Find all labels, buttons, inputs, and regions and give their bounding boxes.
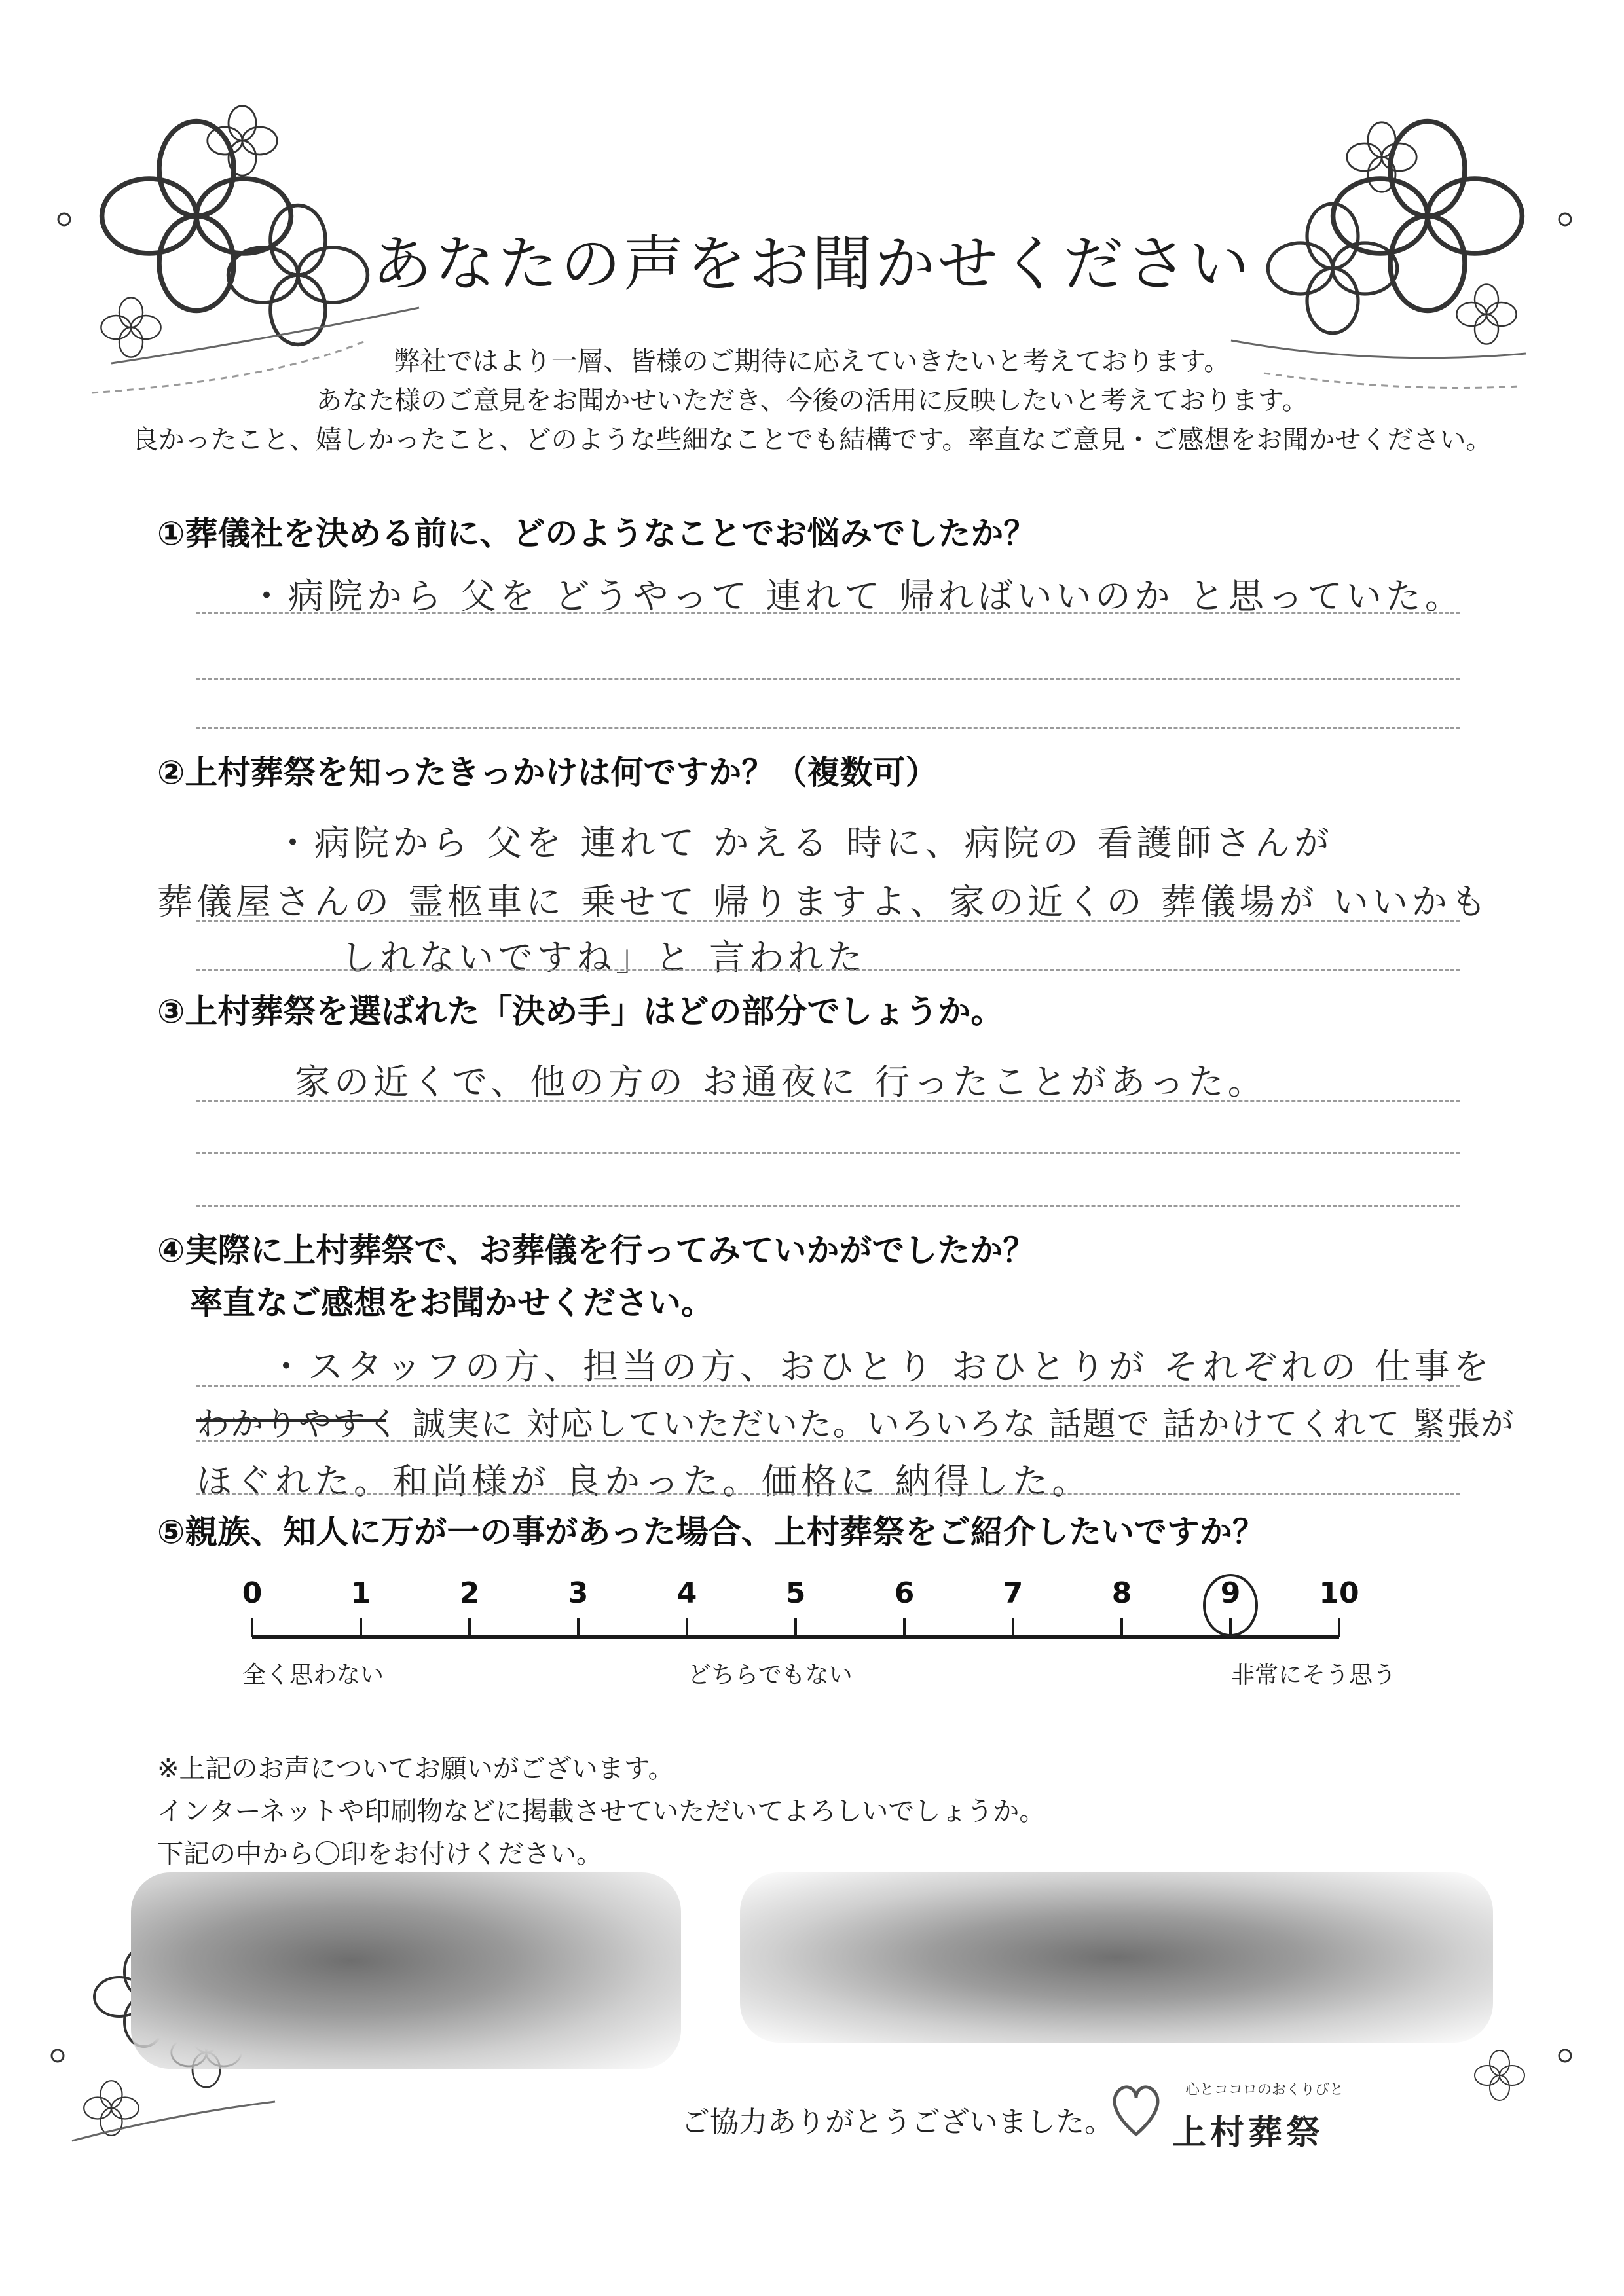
strikethrough-mark	[196, 1419, 386, 1422]
logo-name: 上村葬祭	[1172, 2113, 1325, 2153]
scale-tick-label-8: 8	[1111, 1576, 1132, 1610]
redacted-area-right	[740, 1872, 1493, 2043]
question-5-label: ⑤親族、知人に万が一の事があった場合、上村葬祭をご紹介したいですか？	[157, 1513, 1265, 1551]
question-4-answer-line-2: わかりやすく 誠実に 対応していただいた。いろいろな 話題で 話かけてくれて 緊張が	[196, 1405, 1515, 1443]
scale-tick-mark	[903, 1618, 906, 1637]
notice-line-3: 下記の中から〇印をお付けください。	[157, 1839, 602, 1869]
scale-tick-label-6: 6	[894, 1576, 915, 1610]
question-4-answer-line-1: ・スタッフの方、担当の方、おひとり おひとりが それぞれの 仕事を	[268, 1346, 1493, 1387]
logo-tagline: 心とココロのおくりびと	[1185, 2082, 1344, 2098]
question-4-label: ④実際に上村葬祭で、お葬儀を行ってみていかがでしたか？	[157, 1231, 1036, 1269]
question-2-label: ②上村葬祭を知ったきっかけは何ですか？（複数可）	[157, 754, 938, 792]
answer-rule	[196, 678, 1460, 680]
answer-rule	[196, 969, 1460, 971]
scale-tick-label-5: 5	[785, 1576, 806, 1610]
thanks-message: ご協力ありがとうございました。	[681, 2105, 1113, 2139]
selected-rating-circle	[1194, 1571, 1266, 1643]
question-3-answer-line-1: 家の近くで、他の方の お通夜に 行ったことがあった。	[295, 1061, 1267, 1102]
answer-rule	[196, 1493, 1460, 1495]
scale-tick-label-4: 4	[676, 1576, 697, 1610]
answer-rule	[196, 1100, 1460, 1102]
question-4-sublabel: 率直なご感想をお聞かせください。	[190, 1284, 714, 1322]
scale-tick-mark	[1012, 1618, 1014, 1637]
scale-tick-mark	[1338, 1618, 1340, 1637]
scale-tick-label-7: 7	[1003, 1576, 1024, 1610]
scale-tick-mark	[251, 1618, 253, 1637]
answer-rule	[196, 612, 1460, 614]
scale-tick-mark	[686, 1618, 688, 1637]
answer-rule	[196, 1205, 1460, 1207]
answer-rule	[196, 727, 1460, 729]
scale-tick-label-10: 10	[1319, 1576, 1359, 1610]
scale-tick-label-2: 2	[459, 1576, 480, 1610]
scale-tick-label-3: 3	[568, 1576, 589, 1610]
scale-max-label: 非常にそう思う	[1231, 1662, 1397, 1688]
heart-logo-icon	[1107, 2075, 1166, 2141]
scale-tick-label-9: 9	[1220, 1576, 1241, 1610]
answer-rule	[196, 920, 1460, 922]
question-1-answer-line-1: ・病院から 父を どうやって 連れて 帰ればいいのか と思っていた。	[249, 575, 1464, 617]
answer-rule	[196, 1385, 1460, 1387]
intro-line-1: 弊社ではより一層、皆様のご期待に応えていきたいと考えております。	[394, 346, 1230, 376]
question-1-label: ①葬儀社を決める前に、どのようなことでお悩みでしたか？	[157, 515, 1037, 553]
intro-line-3: 良かったこと、嬉しかったこと、どのような些細なことでも結構です。率直なご意見・ご感想をお聞かせください。	[132, 425, 1492, 455]
intro-line-2: あなた様のご意見をお聞かせいただき、今後の活用に反映したいと考えております。	[316, 386, 1308, 416]
scale-tick-mark	[360, 1618, 362, 1637]
question-3-label: ③上村葬祭を選ばれた「決め手」はどの部分でしょうか。	[157, 993, 1004, 1030]
page-title: あなたの声をお聞かせください	[371, 229, 1252, 299]
rating-scale-axis	[252, 1635, 1339, 1639]
question-2-answer-line-1: ・病院から 父を 連れて かえる 時に、病院の 看護師さんが	[275, 822, 1333, 864]
question-4-answer-line-3: ほぐれた。和尚様が 良かった。価格に 納得した。	[196, 1461, 1092, 1502]
question-2-answer-line-3: しれないですね」と 言われた	[341, 937, 867, 978]
scale-tick-label-0: 0	[242, 1576, 263, 1610]
scale-min-label: 全く思わない	[242, 1662, 384, 1688]
notice-line-2: インターネットや印刷物などに掲載させていただいてよろしいでしょうか。	[157, 1796, 1046, 1827]
answer-rule	[196, 1152, 1460, 1154]
redacted-area-left	[131, 1872, 681, 2069]
scale-tick-mark	[1120, 1618, 1123, 1637]
scale-tick-mark	[577, 1618, 580, 1637]
notice-line-1: ※上記のお声についてお願いがございます。	[157, 1754, 674, 1784]
scale-tick-label-1: 1	[350, 1576, 371, 1610]
question-2-answer-line-2: 葬儀屋さんの 霊柩車に 乗せて 帰りますよ、家の近くの 葬儀場が いいかも	[157, 881, 1490, 922]
answer-rule	[196, 1440, 1460, 1442]
scale-mid-label: どちらでもない	[688, 1662, 853, 1688]
scale-tick-mark	[794, 1618, 797, 1637]
scale-tick-mark	[468, 1618, 471, 1637]
